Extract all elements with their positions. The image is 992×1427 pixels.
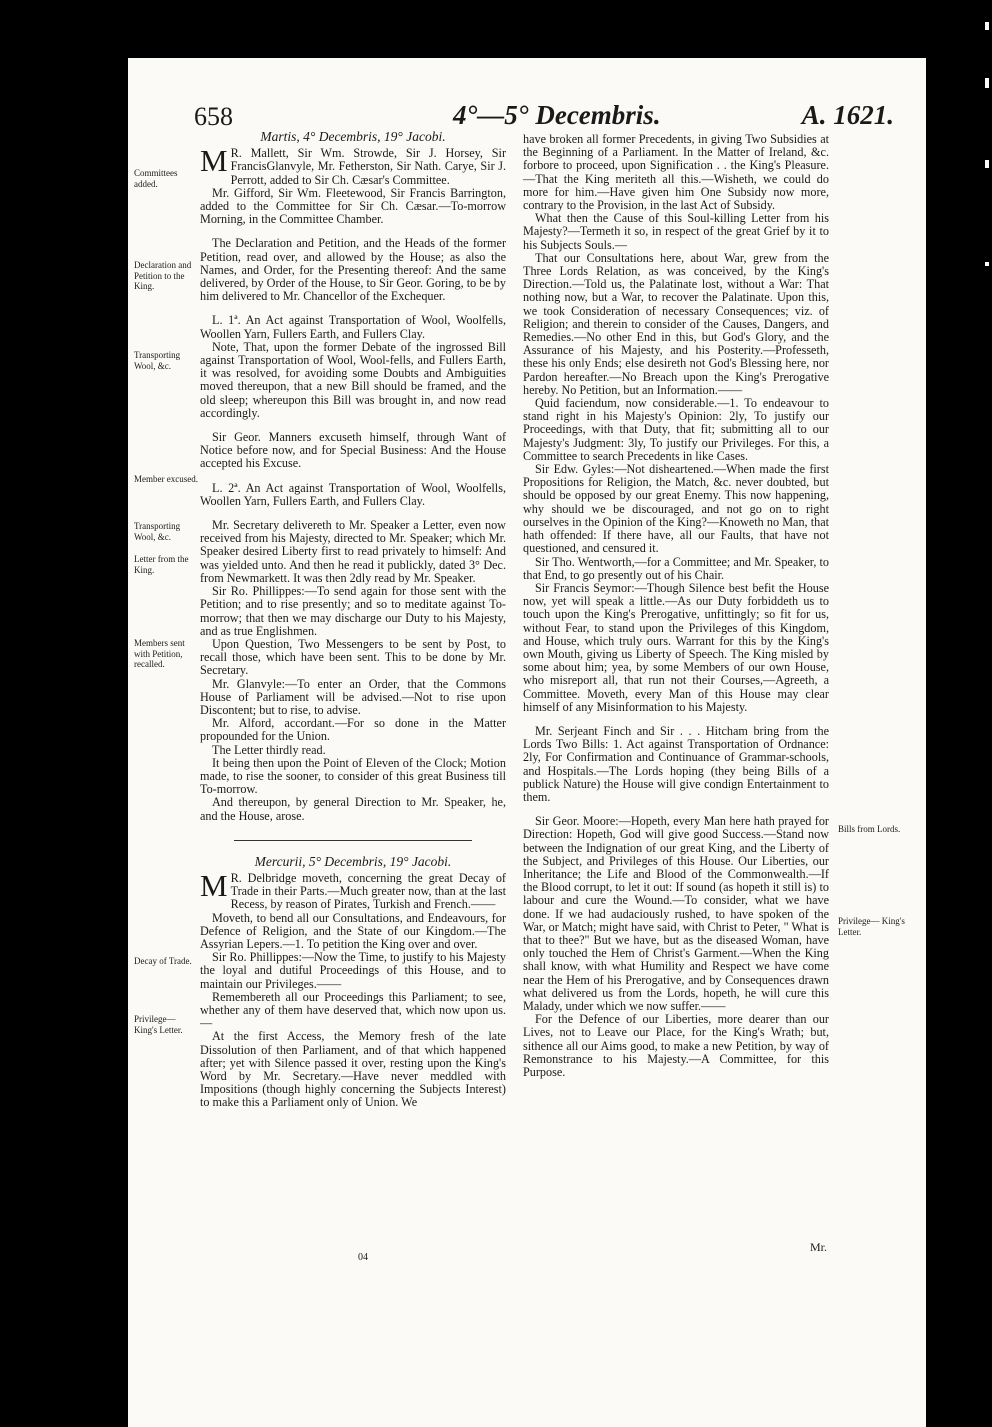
drop-cap: M [200,143,228,179]
paragraph: Mr. Alford, accordant.—For so done in the Matter propounded for the Union. [200,716,506,744]
left-column [200,130,506,1110]
margin-note: Transporting Wool, &c. [134,521,181,542]
section-divider [234,840,473,841]
paragraph: Mr. Serjeant Finch and Sir . . . Hitcham bring from the Lords Two Bills: 1. Act against Transportation of Ordnance: 2ly, For Confirmation and Continuance of Grammar-schools, and Hospitals.—The Lords hoping (they being Bills of a publick Nature) the House will give condign Entertainment to them. [523,723,829,804]
paragraph: Moveth, to bend all our Consultations, and Endeavours, for Defence of Religion, and the State of our Kingdom.—The Assyrian Lepers.—1. To petition the King over and over. [200,910,506,951]
signature-mark: 04 [358,1252,368,1263]
paragraph: Mr. Secretary delivereth to Mr. Speaker a Letter, even now received from his Majesty, directed to Mr. Speaker; which Mr. Speaker desired Liberty first to read privately to himself: And was yielded unto. And then he read it publickly, dated 3° Dec. from Newmarkett. It was then 2dly read by Mr. Speaker. [200,518,506,585]
edge-mark [985,262,989,266]
paragraph: Mr. Gifford, Sir Wm. Fleetewood, Sir Francis Barrington, added to the Committee for Sir Ch. Cæsar.—To-morrow Morning, in the Committee Chamber. [200,185,506,227]
paragraph: And thereupon, by general Direction to Mr. Speaker, he, and the House, arose. [200,795,506,823]
paragraph: L. 2ª. An Act against Transportation of Wool, Woolfells, Woollen Yarn, Fullers Earth, and Fullers Clay. [200,480,506,508]
paragraph: The Declaration and Petition, and the Heads of the former Petition, read over, and allowed by the House; as also the Names, and Order, for the Presenting thereof: And the same delivered, by Order of the House, to Sir Geor. Goring, to be by him delivered to Mr. Chancellor of the Exchequer. [200,236,506,304]
right-column [523,133,829,1079]
margin-note: Privilege— King's Letter. [838,916,905,937]
page-number: 658 [194,102,233,131]
paragraph: The Letter thirdly read. [212,742,326,757]
paragraph: Sir Francis Seymor:—Though Silence best befit the House now, yet will speak a little.—As our Duty forbiddeth us to touch upon the King's Prerogative, unfittingly; so fit for us, without Fear, to stand upon the Privileges of this Kingdom, and House, which truly ours. Warrant for this by the King's own Mouth, giving us Liberty of Speech. The King misled by some about him; yea, by some Members of our own House, who misreport all, that run not their Courses,—Agreeth, a Committee. Moveth, every Man of this House may clear himself of any Misinformation to his Majesty. [523,580,829,714]
paragraph: Remembereth all our Proceedings this Parliament; to see, whether any of them have deserved that, which now upon us.— [200,989,506,1031]
margin-note: Privilege— King's Letter. [134,1014,183,1035]
paragraph: M R. Mallett, Sir Wm. Strowde, Sir J. Horsey, Sir FrancisGlanvyle, Mr. Fetherston, Sir Nath. Carye, Sir J. Perrott, added to Sir Ch. Cæsar's Committee. [200,143,506,187]
drop-cap: M [200,867,228,903]
paragraph: Mr. Glanvyle:—To enter an Order, that the Commons House of Parliament will be advised.—Not to rise upon Discontent; but to rise, to advise. [200,676,506,717]
paragraph: Sir Edw. Gyles:—Not disheartened.—When made the first Propositions for Religion, the Match, &c. never doubted, but should be opposed by our great Enemy. This now happening, why should we be discouraged, and not go on to right ourselves in the Opinion of the King?—Knoweth no Man, that hath offended: If there have, all our Faults, that have not questioned, and censured it. [523,462,829,556]
paragraph: Sir Ro. Phillippes:—Now the Time, to justify to his Majesty the loyal and dutiful Proceedings of this House, and to maintain our Privileges.—— [200,950,506,991]
margin-note: Declaration and Petition to the King. [134,260,192,291]
margin-note: Transporting Wool, &c. [134,350,181,371]
paragraph: L. 1ª. An Act against Transportation of Wool, Woolfells, Woollen Yarn, Fullers Earth, and Fullers Clay. [200,313,506,341]
paragraph: Sir Geor. Moore:—Hopeth, every Man here hath prayed for Direction: Hopeth, God will give good Success.—Stand now between the Indignation of our great King, and the Liberty of the Subject, and Privileges of this House. Our Liberties, our Inheritance; the Life and Blood of the Commonwealth.—If the Blood corrupt, to let it out: If sound (as hopeth it still is) to labour and cure the Wound.—To consider, what we have done. If we had audaciously rushed, to have spoken of the War, or Match; might have said, with Christ to Peter, " What is that to thee?" But we have, but as the diseased Woman, have only touched the Hem of Christ's Garment.—When the King shall know, with what Humility and Respect we have come near the Hem of his Prerogative, and by Consequences drawn what delivered us from the Lords, hopeth, he will cure this Malady, under which we now suffer.—— [523,814,829,1013]
margin-note: Letter from the King. [134,554,189,575]
paragraph: Note, That, upon the former Debate of the ingrossed Bill against Transportation of Wool, Wool-fells, and Fullers Earth, it was resolved, for avoiding some Doubts and Ambiguities moved thereupon, that a new Bill should be framed, and the old sleep; whereupon this Bill was brought in, and now read accordingly. [200,339,506,420]
margin-note: Decay of Trade. [134,956,192,966]
paragraph: M R. Delbridge moveth, concerning the great Decay of Trade in their Parts.—Much greater now, than at the last Recess, by reason of Pirates, Turkish and French.—— [200,867,506,912]
paragraph: Sir Geor. Manners excuseth himself, through Want of Notice before now, and for Special Business: And the House accepted his Excuse. [200,430,506,471]
header-dates: 4°—5° Decembris. [453,100,661,130]
paragraph: Upon Question, Two Messengers to be sent by Post, to recall those, which have been sent. This to be done by Mr. Secretary. [200,636,506,678]
header-year: A. 1621. [801,100,894,130]
paragraph: have broken all former Precedents, in giving Two Subsidies at the Beginning of a Parliament. In the Matter of Ireland, &c. forbore to proceed, upon Signification . . the King's Pleasure.—That the King meriteth all this.—Wisheth, we could do more for him.—Have given him One Subsidy now more, contrary to the Provision, in the last Act of Subsidy. [523,132,829,213]
paragraph: Quid faciendum, now considerable.—1. To endeavour to stand right in his Majesty's Opinion: 2ly, To justify our Proceedings, with that Duty, that fit; submitting all to our Majesty's Judgment: 3ly, To justify our Privileges. For this, a Committee to search Precedents in like Cases. [523,396,829,463]
edge-mark [985,22,989,30]
section-heading: Martis, 4° Decembris, 19° Jacobi. [260,129,446,144]
paragraph: For the Defence of our Liberties, more dearer than our Lives, not to Leave our Place, for the King's Wrath; but, sithence all our Aims good, to make a new Petition, by way of Remonstrance to his Majesty.—A Committee, for this Purpose. [523,1012,829,1080]
paragraph: It being then upon the Point of Eleven of the Clock; Motion made, to rise the sooner, to consider of this great Business till To-morrow. [200,755,506,797]
margin-note: Member excused. [134,474,198,484]
edge-mark [985,160,989,168]
paragraph: At the first Access, the Memory fresh of the late Dissolution of then Parliament, and of that which happened after; yet with Silence passed it over, resting upon the King's Word by Mr. Secretary.—Have never meddled with Impositions (though highly concerning the Subjects Interest) to make this a Parliament only of Union. We [200,1029,506,1110]
paragraph: That our Consultations here, about War, grew from the Three Lords Relation, as was conceived, by the King's Direction.—Told us, the Palatinate lost, without a War: That nothing now, but a War, to recover the Palatinate. Upon this, we took Consideration of necessary Consequences; viz. of Religion; and therein to consider of the Causes, Dangers, and Remedies.—No other End in this, but God's Glory, and the Assurance of his Majesty, and his Posterity.—Professeth, these his only Ends; else desireth not God's Blessing here, nor Pardon hereafter.—No Breach upon the King's Prerogative hereby. No Petition, but an Information.—— [523,250,829,397]
paragraph: Sir Tho. Wentworth,—for a Committee; and Mr. Speaker, to that End, to go presently out of his Chair. [523,554,829,582]
margin-note: Bills from Lords. [838,824,901,834]
edge-mark [985,78,989,88]
page [128,58,926,1427]
section-heading: Mercurii, 5° Decembris, 19° Jacobi. [254,853,452,869]
paragraph: What then the Cause of this Soul-killing Letter from his Majesty?—Termeth it so, in respect of the great Grief by it to his Subjects Souls.— [523,211,829,252]
paragraph: Sir Ro. Phillippes:—To send again for those sent with the Petition; and to rise presently; and so to meditate against To-morrow; that then we may discharge our Duty to his Majesty, and as true Englishmen. [200,584,506,638]
catchword: Mr. [810,1240,828,1254]
margin-note: Committees added. [134,168,178,189]
margin-note: Members sent with Petition, recalled. [134,638,185,669]
